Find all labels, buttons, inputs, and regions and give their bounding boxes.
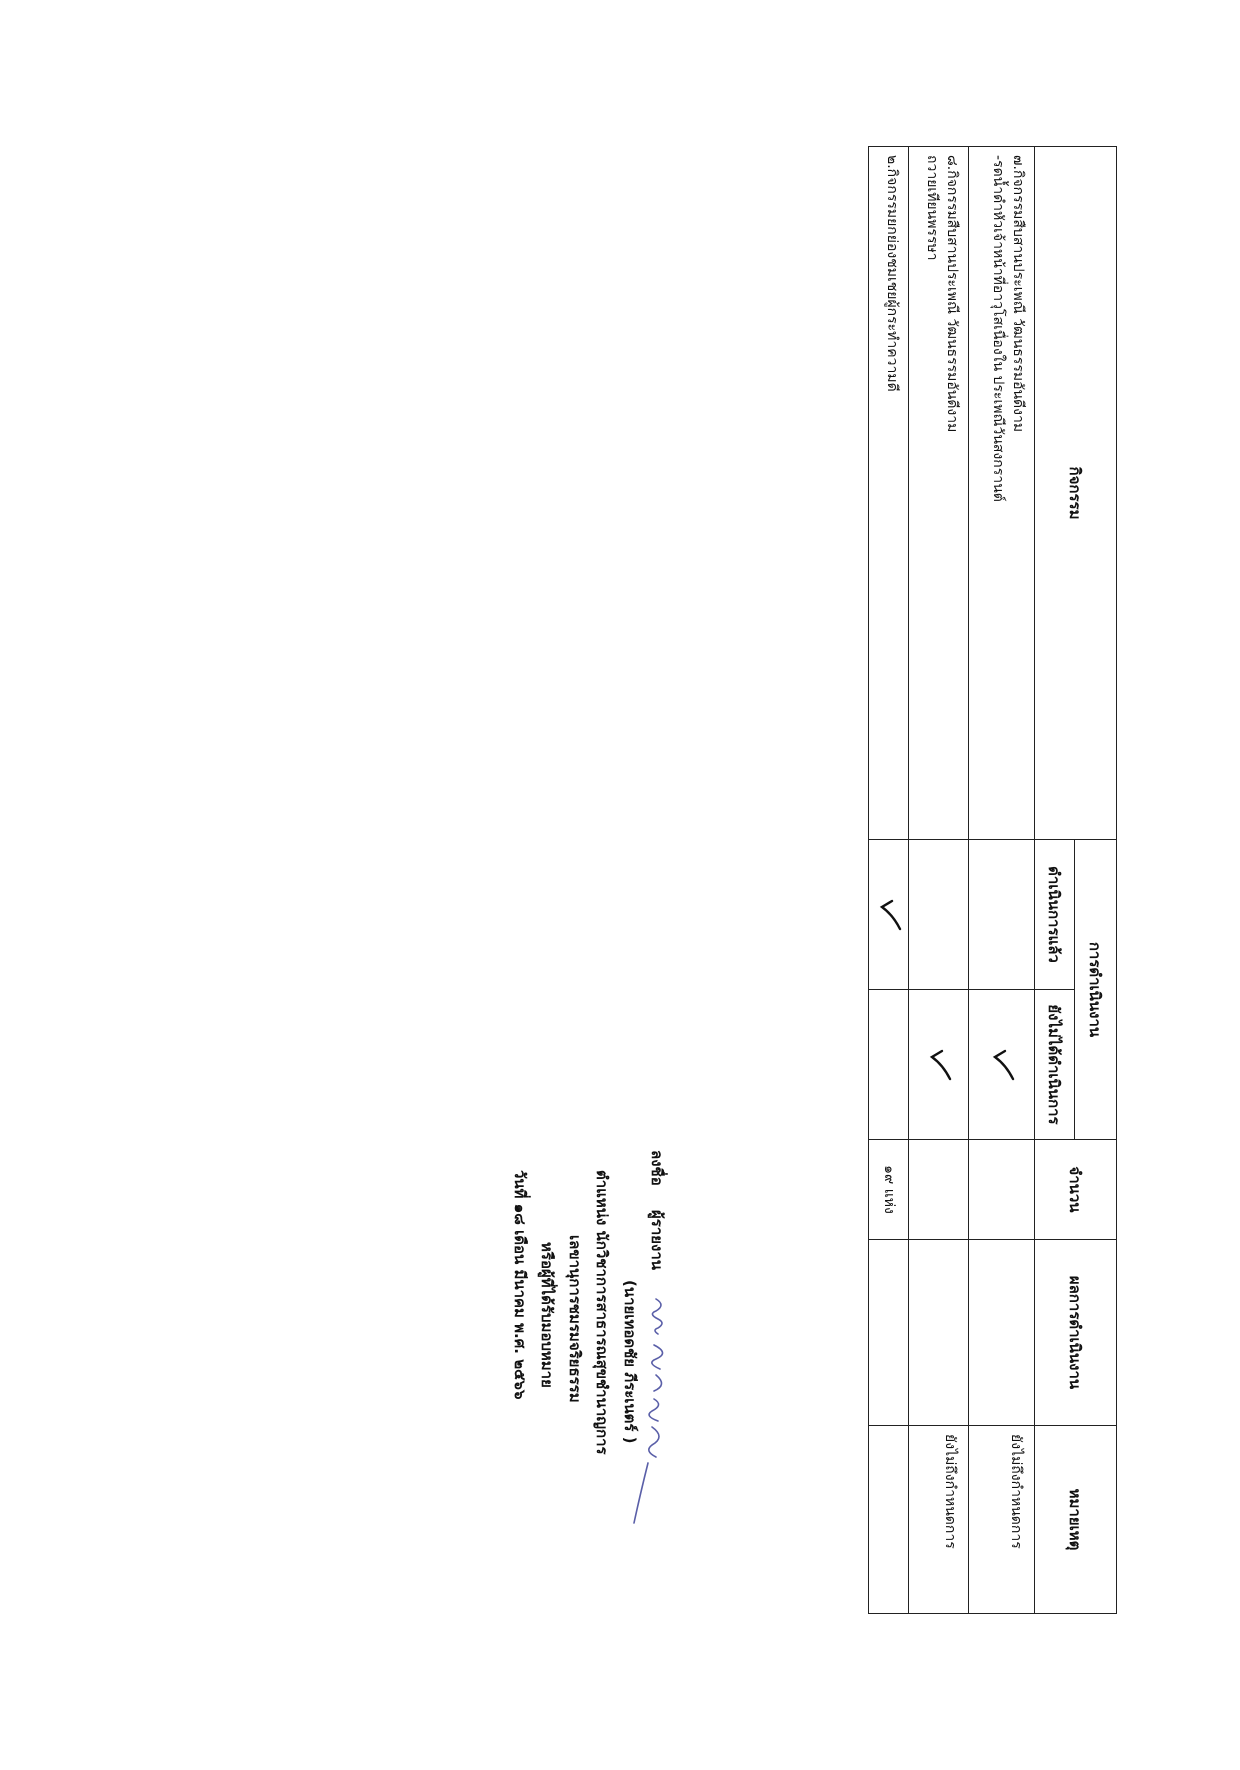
not-done-cell xyxy=(869,990,909,1140)
result-cell xyxy=(969,1240,1035,1426)
activity-line: ถวายเทียนพรรษา xyxy=(924,155,940,261)
reporter-label: ผู้รายงาน xyxy=(648,1210,666,1271)
report-date: วันที่ ๑๘ เดือน มีนาคม พ.ศ. ๒๕๖๖ xyxy=(511,1170,529,1400)
activity-line: -รดน้ำดำหัวเจ้าหน้าที่อาวุโสเนื่องใน ประเพณีวันสงกรานต์ xyxy=(990,155,1006,502)
not-done-cell xyxy=(909,990,969,1140)
quantity-cell xyxy=(909,1140,969,1240)
signature-block xyxy=(450,1150,670,1770)
header-not-done: ยังไม่ได้ดำเนินการ xyxy=(1035,990,1075,1140)
checkmark-icon xyxy=(878,898,904,932)
done-cell xyxy=(969,840,1035,990)
table-row xyxy=(869,147,909,1614)
header-row xyxy=(1075,147,1117,1614)
result-cell xyxy=(869,1240,909,1426)
reporter-position: ตำแหน่ง นักวิชาการสาธารณสุขชำนาญการ xyxy=(593,1170,611,1455)
activity-line: ๘.กิจกรรมสืบสานประเพณี วัฒนธรรมอันดีงาม xyxy=(944,155,960,433)
header-remark: หมายเหตุ xyxy=(1035,1426,1117,1614)
remark-cell: ยังไม่ถึงกำหนดการ xyxy=(909,1426,969,1614)
table-row xyxy=(909,147,969,1614)
header-activity: กิจกรรม xyxy=(1035,147,1117,840)
header-quantity: จำนวน xyxy=(1035,1140,1117,1240)
table-row xyxy=(969,147,1035,1614)
quantity-cell xyxy=(969,1140,1035,1240)
header-done: ดำเนินการแล้ว xyxy=(1035,840,1075,990)
reporter-name: (นายเทอดชัย ภีระเนตร์ ) xyxy=(621,1280,639,1444)
checkmark-icon xyxy=(928,1048,954,1082)
done-cell xyxy=(909,840,969,990)
remark-cell: ยังไม่ถึงกำหนดการ xyxy=(969,1426,1035,1614)
header-result: ผลการดำเนินงาน xyxy=(1035,1240,1117,1426)
reporter-delegate-note: หรือผู้ที่ได้รับมอบหมาย xyxy=(538,1242,556,1388)
result-cell xyxy=(909,1240,969,1426)
checkmark-icon xyxy=(991,1048,1017,1082)
reporter-secretary-role: เลขานุการชมรมจริยธรรม xyxy=(566,1235,584,1403)
activity-cell xyxy=(969,147,1035,840)
activity-line: ๗.กิจกรรมสืบสานประเพณี วัฒนธรรมอันดีงาม xyxy=(1010,155,1026,433)
sign-label: ลงชื่อ xyxy=(648,1150,666,1186)
activity-cell xyxy=(869,147,909,840)
remark-cell xyxy=(869,1426,909,1614)
activity-cell xyxy=(909,147,969,840)
done-cell xyxy=(869,840,909,990)
not-done-cell xyxy=(969,990,1035,1140)
activity-line: ๒.กิจกรรมยกย่องชมเชยผู้กระทำความดี xyxy=(884,155,900,392)
activity-report-table xyxy=(868,146,1117,1614)
header-status: การดำเนินงาน xyxy=(1075,840,1117,1140)
quantity-cell: ๑๙ แห่ง xyxy=(869,1140,909,1240)
